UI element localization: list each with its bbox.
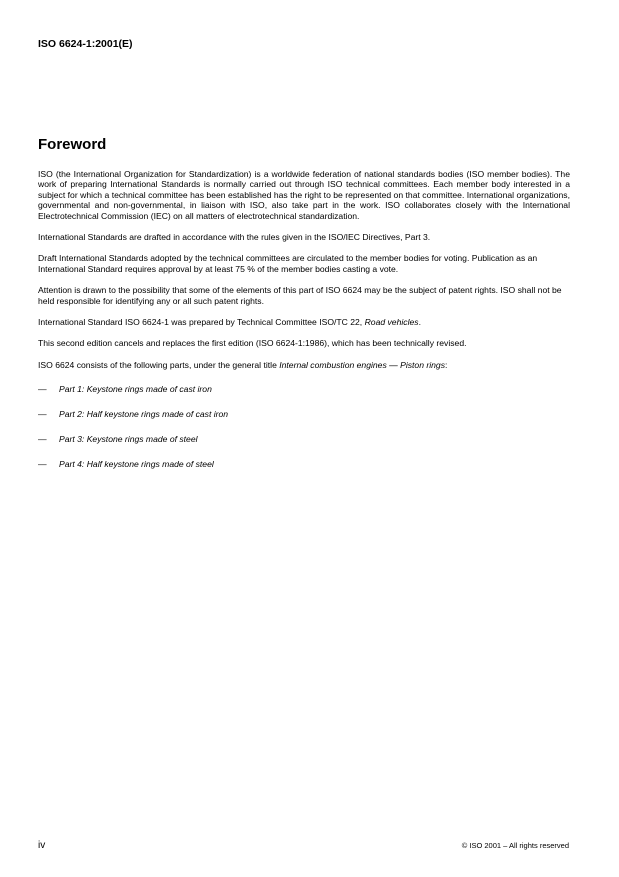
list-item-text: Part 3: Keystone rings made of steel xyxy=(59,433,198,444)
page-number: iv xyxy=(38,840,46,851)
list-item xyxy=(38,434,570,444)
section-title: Foreword xyxy=(38,136,107,153)
list-item xyxy=(38,384,570,394)
paragraph-iso-intro: ISO (the International Organization for Standardization) is a worldwide federation of national standards bodies (ISO member bodies). The work of preparing International Standards is normally carried out through ISO technical committees. Each member body interested in a subject for which a technical committee has been established has the right to be represented on that committee. International organizations, governmental and non-governmental, in liaison with ISO, also take part in the work. ISO collaborates closely with the International Electrotechnical Commission (IEC) on all matters of electrotechnical standardization. xyxy=(38,169,570,221)
document-id: ISO 6624-1:2001(E) xyxy=(38,38,133,50)
paragraph-edition: This second edition cancels and replaces the first edition (ISO 6624-1:1986), which has been technically revised. xyxy=(38,338,467,349)
list-dash: — xyxy=(38,458,47,469)
foreword-body xyxy=(38,169,570,483)
paragraph-directives: International Standards are drafted in accordance with the rules given in the ISO/IEC Directives, Part 3. xyxy=(38,232,431,243)
paragraph-draft-standards: Draft International Standards adopted by the technical committees are circulated to the member bodies for voting. Publication as an International Standard requires approval by at least 75 % of the member bodies casting a vote. xyxy=(38,253,538,274)
general-title: Internal combustion engines — Piston rings xyxy=(279,359,446,370)
list-item xyxy=(38,409,570,419)
copyright-notice: © ISO 2001 – All rights reserved xyxy=(461,841,569,850)
list-item-text: Part 2: Half keystone rings made of cast iron xyxy=(59,409,229,420)
prepared-by-text: International Standard ISO 6624-1 was prepared by Technical Committee ISO/TC 22, xyxy=(38,317,365,328)
list-dash: — xyxy=(38,433,47,444)
list-item-text: Part 1: Keystone rings made of cast iron xyxy=(59,384,212,395)
prepared-by-end: . xyxy=(418,317,421,328)
parts-list xyxy=(38,384,570,469)
paragraph-parts-intro xyxy=(38,360,570,370)
paragraph-patent-rights: Attention is drawn to the possibility that some of the elements of this part of ISO 6624 may be the subject of patent rights. ISO shall not be held responsible for identifying any or all such patent rights. xyxy=(38,285,562,306)
list-dash: — xyxy=(38,384,47,395)
list-item-text: Part 4: Half keystone rings made of steel xyxy=(59,458,214,469)
committee-title: Road vehicles xyxy=(364,317,419,328)
paragraph-prepared-by xyxy=(38,317,570,327)
parts-intro-text: ISO 6624 consists of the following parts, under the general title xyxy=(38,359,280,370)
list-dash: — xyxy=(38,409,47,420)
list-item xyxy=(38,459,570,469)
parts-intro-end: : xyxy=(445,359,448,370)
